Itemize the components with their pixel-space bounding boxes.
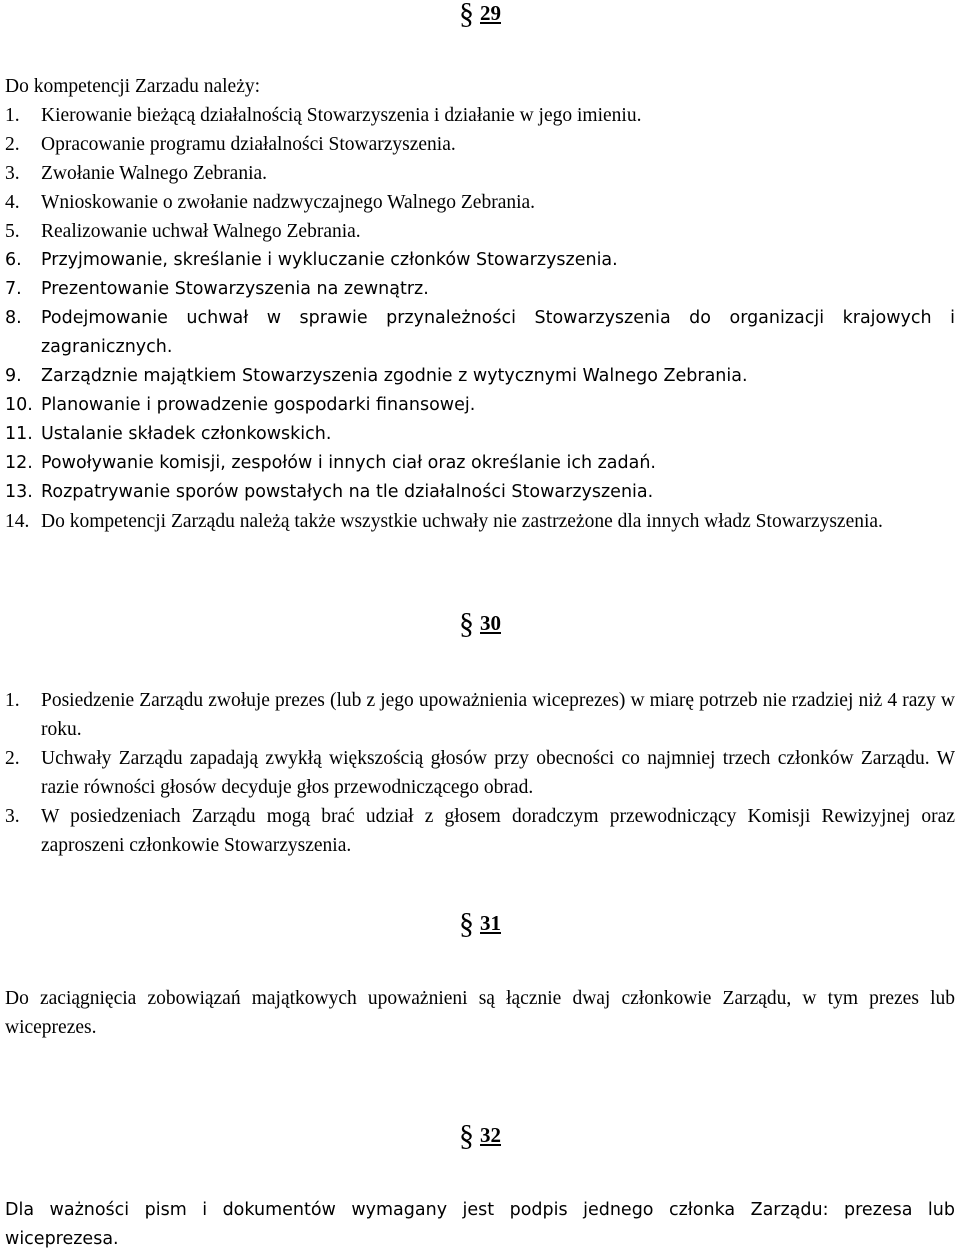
list-item xyxy=(5,744,955,802)
item-number: 1. xyxy=(5,105,20,126)
item-number: 1. xyxy=(5,690,20,711)
item-number: 7. xyxy=(5,279,22,299)
section-sign: § xyxy=(459,907,474,940)
item-text: Przyjmowanie, skreślanie i wykluczanie członków Stowarzyszenia. xyxy=(41,250,618,270)
item-number: 3. xyxy=(5,806,20,827)
list-item xyxy=(5,130,955,159)
section-number: 32 xyxy=(480,1123,501,1147)
item-text: Posiedzenie Zarządu zwołuje prezes (lub z jego upoważnienia wiceprezes) w miarę potrzeb nie rzadziej niż 4 razy w roku. xyxy=(41,690,955,740)
section-intro: Do kompetencji Zarzadu należy: xyxy=(5,76,261,97)
item-number: 3. xyxy=(5,163,20,184)
section-number: 31 xyxy=(480,911,501,935)
item-text: Opracowanie programu działalności Stowarzyszenia. xyxy=(41,134,456,155)
item-text: Powoływanie komisji, zespołów i innych ciał oraz określanie ich zadań. xyxy=(41,453,656,473)
item-number: 11. xyxy=(5,424,33,444)
item-text: Kierowanie bieżącą działalnością Stowarzyszenia i działanie w jego imieniu. xyxy=(41,105,642,126)
section-sign: § xyxy=(459,607,474,640)
item-number: 13. xyxy=(5,482,33,502)
item-text: Planowanie i prowadzenie gospodarki finansowej. xyxy=(41,395,476,415)
item-number: 2. xyxy=(5,748,20,769)
item-text: Zwołanie Walnego Zebrania. xyxy=(41,163,268,184)
item-text: Rozpatrywanie sporów powstałych na tle działalności Stowarzyszenia. xyxy=(41,482,654,502)
section-number: 29 xyxy=(480,1,501,25)
list-item xyxy=(5,159,955,188)
section-sign: § xyxy=(459,1119,474,1152)
section-heading-32 xyxy=(0,1119,960,1152)
section-sign: § xyxy=(459,0,474,30)
item-number: 10. xyxy=(5,395,33,415)
list-item xyxy=(5,686,955,744)
item-number: 9. xyxy=(5,366,22,386)
section-number: 30 xyxy=(480,611,501,635)
item-text: Realizowanie uchwał Walnego Zebrania. xyxy=(41,221,361,242)
section-31-text: Do zaciągnięcia zobowiązań majątkowych upoważnieni są łącznie dwaj członkowie Zarządu, w tym prezes lub wiceprezes. xyxy=(5,988,955,1038)
item-text: Podejmowanie uchwał w sprawie przynależności Stowarzyszenia do organizacji krajowych i zagranicznych. xyxy=(41,308,955,357)
section-32-text: Dla ważności pism i dokumentów wymagany jest podpis jednego członka Zarządu: prezesa lub wiceprezesa. xyxy=(5,1200,955,1249)
section-heading-30 xyxy=(0,607,960,640)
item-number: 2. xyxy=(5,134,20,155)
list-item xyxy=(5,246,955,275)
item-number: 4. xyxy=(5,192,20,213)
item-text: Ustalanie składek członkowskich. xyxy=(41,424,332,444)
item-number: 12. xyxy=(5,453,33,473)
item-text: Do kompetencji Zarządu należą także wszystkie uchwały nie zastrzeżone dla innych władz Stowarzyszenia. xyxy=(41,511,883,532)
list-item xyxy=(5,217,955,246)
item-number: 14. xyxy=(5,511,30,532)
section-29-body xyxy=(5,72,955,536)
item-text: Uchwały Zarządu zapadają zwykłą większością głosów przy obecności co najmniej trzech członków Zarządu. W razie równości głosów decyduje głos przewodniczącego obrad. xyxy=(41,748,955,798)
list-item xyxy=(5,449,955,478)
list-item xyxy=(5,275,955,304)
item-number: 5. xyxy=(5,221,20,242)
item-text: W posiedzeniach Zarządu mogą brać udział z głosem doradczym przewodniczący Komisji Rewizyjnej oraz zaproszeni członkowie Stowarzyszenia. xyxy=(41,806,955,856)
item-text: Zarządznie majątkiem Stowarzyszenia zgodnie z wytycznymi Walnego Zebrania. xyxy=(41,366,748,386)
list-item xyxy=(5,420,955,449)
list-item xyxy=(5,391,955,420)
item-number: 8. xyxy=(5,308,22,328)
list-item xyxy=(5,507,955,536)
list-item xyxy=(5,304,955,362)
list-item xyxy=(5,101,955,130)
list-item xyxy=(5,802,955,860)
section-heading-31 xyxy=(0,907,960,940)
item-number: 6. xyxy=(5,250,22,270)
section-heading-29 xyxy=(0,0,960,30)
item-text: Prezentowanie Stowarzyszenia na zewnątrz. xyxy=(41,279,429,299)
list-item xyxy=(5,188,955,217)
item-text: Wnioskowanie o zwołanie nadzwyczajnego Walnego Zebrania. xyxy=(41,192,536,213)
list-item xyxy=(5,362,955,391)
section-30-body xyxy=(5,686,955,860)
list-item xyxy=(5,478,955,507)
